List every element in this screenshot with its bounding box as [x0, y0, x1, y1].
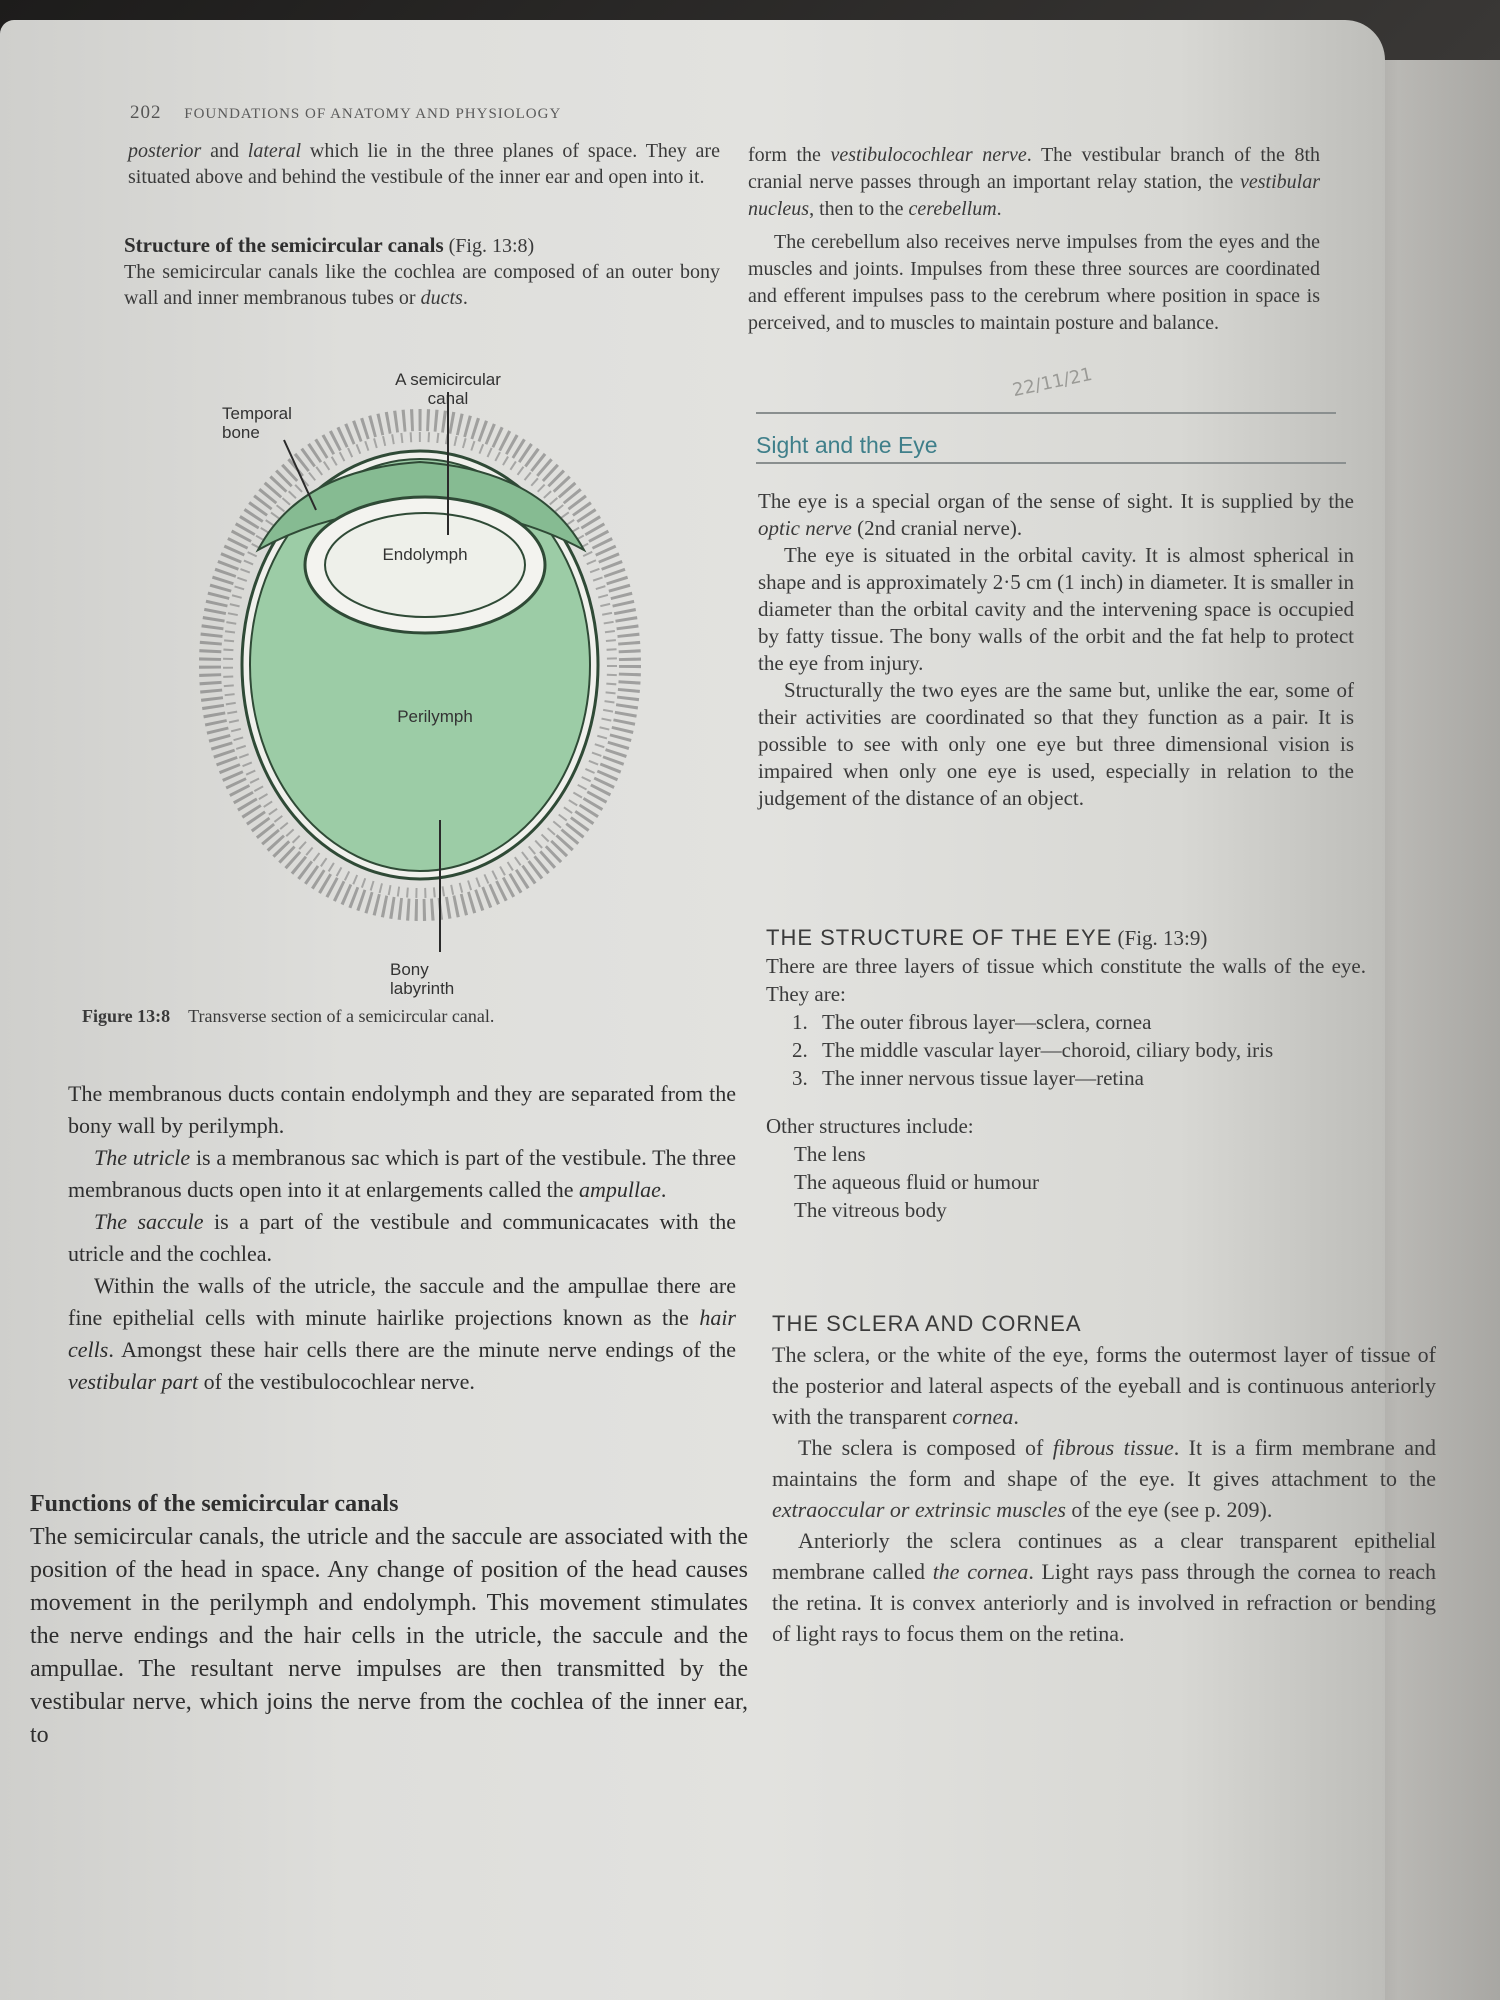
em-posterior: posterior	[128, 140, 202, 162]
sight-p3: Structurally the two eyes are the same but, unlike the ear, some of their activities are coordinated so that they function as a pair. It is possible to see with only one eye but three dimensional vision is impaired when only one eye is used, especially in relation to the judgement of the distance of an object.	[758, 678, 1354, 810]
list-num: 2.	[792, 1038, 808, 1062]
text-and: and	[201, 140, 248, 162]
functions-section	[30, 1488, 748, 1752]
hair-text-b: . Amongst these hair cells there are the minute nerve endings of the	[108, 1337, 736, 1362]
sight-body	[758, 488, 1354, 812]
sclera-p3-b: . Light rays pass through the cornea to reach the retina. It is convex anteriorly and is involved in refraction or bending of light rays to focus them on the retina.	[772, 1559, 1436, 1646]
list-num: 3.	[792, 1066, 808, 1090]
vestibulocochlear-paragraph	[748, 142, 1320, 223]
intro-paragraph	[128, 138, 720, 190]
label-semicircular-canal: A semicircular canal	[395, 370, 501, 408]
layers-list	[766, 1008, 1366, 1092]
structure-eye-heading-row	[766, 924, 1366, 952]
other-structures-list	[766, 1140, 1366, 1224]
structure-heading	[124, 233, 444, 257]
list-text: The outer fibrous layer—sclera, cornea	[822, 1010, 1152, 1034]
saccule-paragraph	[68, 1206, 736, 1270]
structure-heading-text: Structure of the semicircular canals	[124, 233, 444, 257]
em-extrinsic-muscles: extraoccular or extrinsic muscles	[772, 1497, 1066, 1522]
structure-eye-intro: There are three layers of tissue which constitute the walls of the eye. They are:	[766, 954, 1366, 1006]
vc-a: form the	[748, 144, 831, 166]
functions-text: The semicircular canals, the utricle and the saccule are associated with the position of the head in space. Any change of position of the head causes movement in the perilymph and endolymph. This movement stimulates the nerve endings and the hair cells in the utricle, the saccule and the ampullae. The resultant nerve impulses are then transmitted by the vestibular nerve, which joins the nerve from the cochlea of the inner ear, to	[30, 1524, 748, 1748]
list-item: The vitreous body	[794, 1198, 947, 1222]
structure-end: .	[462, 287, 468, 309]
figure-caption	[82, 1006, 682, 1027]
label-bony-labyrinth: Bony labyrinth	[390, 960, 455, 998]
em-ampullae: ampullae	[578, 1177, 661, 1202]
sclera-section	[772, 1308, 1436, 1649]
sclera-p2-c: of the eye (see p. 209).	[1065, 1497, 1273, 1522]
running-title: FOUNDATIONS OF ANATOMY AND PHYSIOLOGY	[184, 106, 562, 122]
caption-number: Figure 13:8	[82, 1006, 171, 1026]
utricle-end: .	[660, 1177, 667, 1202]
em-cornea: cornea	[952, 1404, 1014, 1429]
rule-bottom	[756, 462, 1346, 464]
label-temporal-bone: Temporal bone	[222, 404, 292, 442]
em-hair-cells: hair cells	[68, 1305, 736, 1362]
sight-p1-b: (2nd cranial nerve).	[851, 516, 1023, 540]
em-vestibular-part: vestibular part	[68, 1369, 199, 1394]
structure-eye-ref: (Fig. 13:9)	[1117, 926, 1208, 950]
hair-text-c: of the vestibulocochlear nerve.	[198, 1369, 475, 1394]
list-item: The aqueous fluid or humour	[794, 1170, 1039, 1194]
semicircular-canal-diagram	[190, 400, 650, 920]
sclera-heading: THE SCLERA AND CORNEA	[772, 1311, 1082, 1336]
endolymph-region	[325, 513, 525, 617]
label-perilymph: Perilymph	[397, 707, 473, 726]
functions-heading: Functions of the semicircular canals	[30, 1491, 399, 1517]
vc-b: . The vestibular branch of the 8th cranial nerve passes through an important relay station, the	[748, 144, 1320, 193]
sclera-p1-end: .	[1013, 1404, 1019, 1429]
membranous-paragraph: The membranous ducts contain endolymph and they are separated from the bony wall by perilymph.	[68, 1081, 736, 1138]
rule-top	[756, 412, 1336, 414]
list-item: The lens	[794, 1142, 866, 1166]
list-num: 1.	[792, 1010, 808, 1034]
page-number: 202	[130, 102, 162, 123]
sight-heading: Sight and the Eye	[756, 432, 938, 458]
em-utricle: The utricle	[94, 1145, 191, 1170]
cerebellum-paragraph: The cerebellum also receives nerve impulses from the eyes and the muscles and joints. Impulses from these three sources are coordinated and efferent impulses pass to the cerebrum where position in space is perceived, and to muscles to maintain posture and balance.	[748, 231, 1320, 334]
sclera-p1	[772, 1339, 1436, 1432]
book-page	[0, 20, 1436, 2000]
structure-text: The semicircular canals like the cochlea are composed of an outer bony wall and inner membranous tubes or	[124, 261, 720, 309]
sclera-p3	[772, 1525, 1436, 1649]
sclera-p2-a: The sclera is composed of	[798, 1435, 1053, 1460]
caption-text: Transverse section of a semicircular canal.	[188, 1006, 495, 1026]
saccule-text: is a part of the vestibule and communicacates with the utricle and the cochlea.	[68, 1209, 737, 1266]
list-item	[792, 1008, 1366, 1036]
handwritten-date: 22/11/21	[1010, 363, 1095, 402]
em-optic-nerve: optic nerve	[758, 516, 852, 540]
list-item	[792, 1036, 1366, 1064]
left-body	[68, 1078, 736, 1398]
utricle-paragraph	[68, 1142, 736, 1206]
em-the-cornea: the cornea	[932, 1559, 1029, 1584]
sight-p2: The eye is situated in the orbital cavity. It is almost spherical in shape and is approximately 2·5 cm (1 inch) in diameter. It is smaller in diameter than the orbital cavity and the intervening space is occupied by fatty tissue. The bony walls of the orbit and the fat help to protect the eye from injury.	[758, 543, 1354, 675]
right-top	[748, 142, 1320, 337]
hair-text-a: Within the walls of the utricle, the saccule and the ampullae there are fine epithelial cells with minute hairlike projections known as the	[68, 1273, 736, 1330]
structure-section	[124, 232, 720, 311]
sclera-p2-b: . It is a firm membrane and maintains the form and shape of the eye. It gives attachment to the	[772, 1435, 1436, 1491]
em-vestibulocochlear-nerve: vestibulocochlear nerve	[830, 144, 1027, 166]
sclera-p2	[772, 1432, 1436, 1525]
running-head	[130, 102, 561, 124]
hair-cells-paragraph	[68, 1270, 736, 1398]
sclera-p3-a: Anteriorly the sclera continues as a clear transparent epithelial membrane called	[772, 1528, 1436, 1584]
utricle-text: is a membranous sac which is part of the vestibule. The three membranous ducts open into it at enlargements called the	[68, 1145, 736, 1202]
sight-p1	[758, 488, 1354, 542]
em-fibrous-tissue: fibrous tissue	[1052, 1435, 1174, 1460]
structure-eye-section	[766, 924, 1366, 1224]
sight-p1-a: The eye is a special organ of the sense of sight. It is supplied by the	[758, 489, 1354, 513]
list-text: The inner nervous tissue layer—retina	[822, 1066, 1144, 1090]
list-item	[792, 1064, 1366, 1092]
em-ducts: ducts	[420, 287, 463, 309]
em-vestibular-nucleus: vestibular nucleus	[748, 171, 1320, 220]
structure-eye-heading: THE STRUCTURE OF THE EYE	[766, 925, 1113, 950]
em-lateral: lateral	[247, 140, 302, 162]
em-cerebellum: cerebellum	[908, 198, 997, 220]
vc-d: .	[996, 198, 1002, 220]
intro-rest: which lie in the three planes of space. They are situated above and behind the vestibule of the inner ear and open into it.	[128, 140, 720, 188]
label-endolymph: Endolymph	[382, 545, 468, 564]
em-saccule: The saccule	[94, 1209, 204, 1234]
list-text: The middle vascular layer—choroid, ciliary body, iris	[822, 1038, 1274, 1062]
vc-c: , then to the	[809, 198, 909, 220]
structure-ref: (Fig. 13:8)	[448, 235, 535, 257]
sclera-p1-text: The sclera, or the white of the eye, forms the outermost layer of tissue of the posterior and lateral aspects of the eyeball and is continuous anteriorly with the transparent	[772, 1342, 1436, 1429]
other-structures-intro: Other structures include:	[766, 1114, 974, 1138]
